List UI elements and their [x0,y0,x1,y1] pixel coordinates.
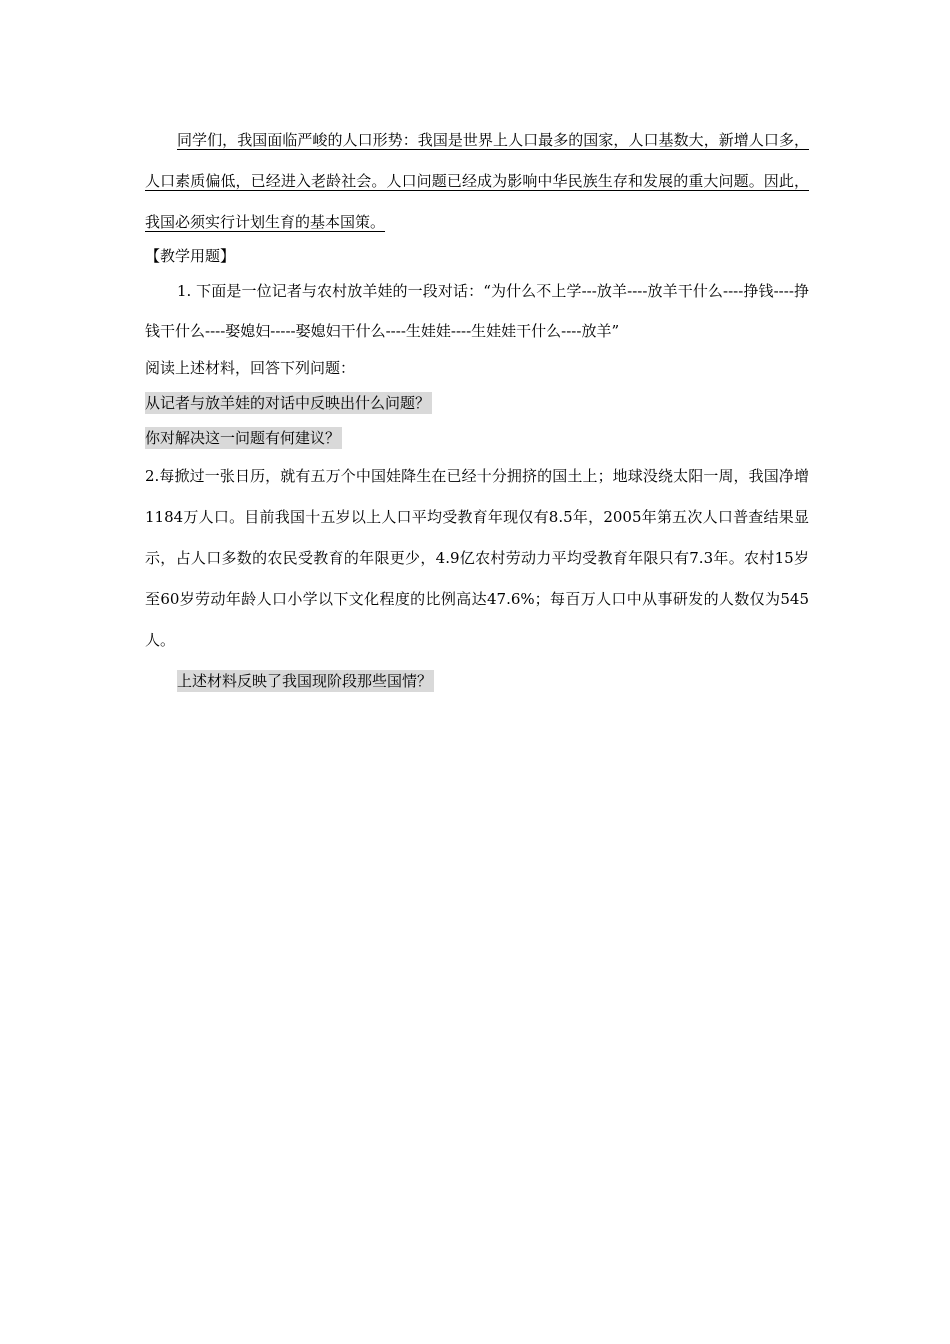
question-2-sub-1 [145,661,809,701]
question-1-instruction: 阅读上述材料，回答下列问题： [145,359,356,377]
intro-text: 同学们，我国面临严峻的人口形势：我国是世界上人口最多的国家，人口基数大，新增人口多，人口素质偏低，已经进入老龄社会。人口问题已经成为影响中华民族生存和发展的重大问题。因此，我国必须实行计划生育的基本国策。 [145,131,809,231]
question-2-sub-1-text: 上述材料反映了我国现阶段那些国情？ [177,672,433,690]
question-2-text: 2.每掀过一张日历，就有五万个中国娃降生在已经十分拥挤的国土上；地球没绕太阳一周，我国净增1184万人口。目前我国十五岁以上人口平均受教育年现仅有8.5年，2005年第五次人口普查结果显示，占人口多数的农民受教育的年限更少，4.9亿农村劳动力平均受教育年限只有7.3年。农村15岁至60岁劳动年龄人口小学以下文化程度的比例高达47.6%；每百万人口中从事研发的人数仅为545人。 [145,467,809,649]
question-1-sub-2-text: 你对解决这一问题有何建议？ [145,429,341,447]
document-page [145,120,809,701]
question-1-sub-2 [145,421,809,456]
section-heading: 【教学用题】 [145,247,236,265]
intro-paragraph [145,120,809,243]
question-1-sub-1 [145,386,809,421]
question-1-sub-1-text: 从记者与放羊娃的对话中反映出什么问题？ [145,394,431,412]
question-1-text: 1. 下面是一位记者与农村放羊娃的一段对话：“为什么不上学---放羊----放羊干什么----挣钱----挣钱干什么----娶媳妇-----娶媳妇干什么----生娃娃----生娃娃干什么----放羊” [145,282,809,340]
